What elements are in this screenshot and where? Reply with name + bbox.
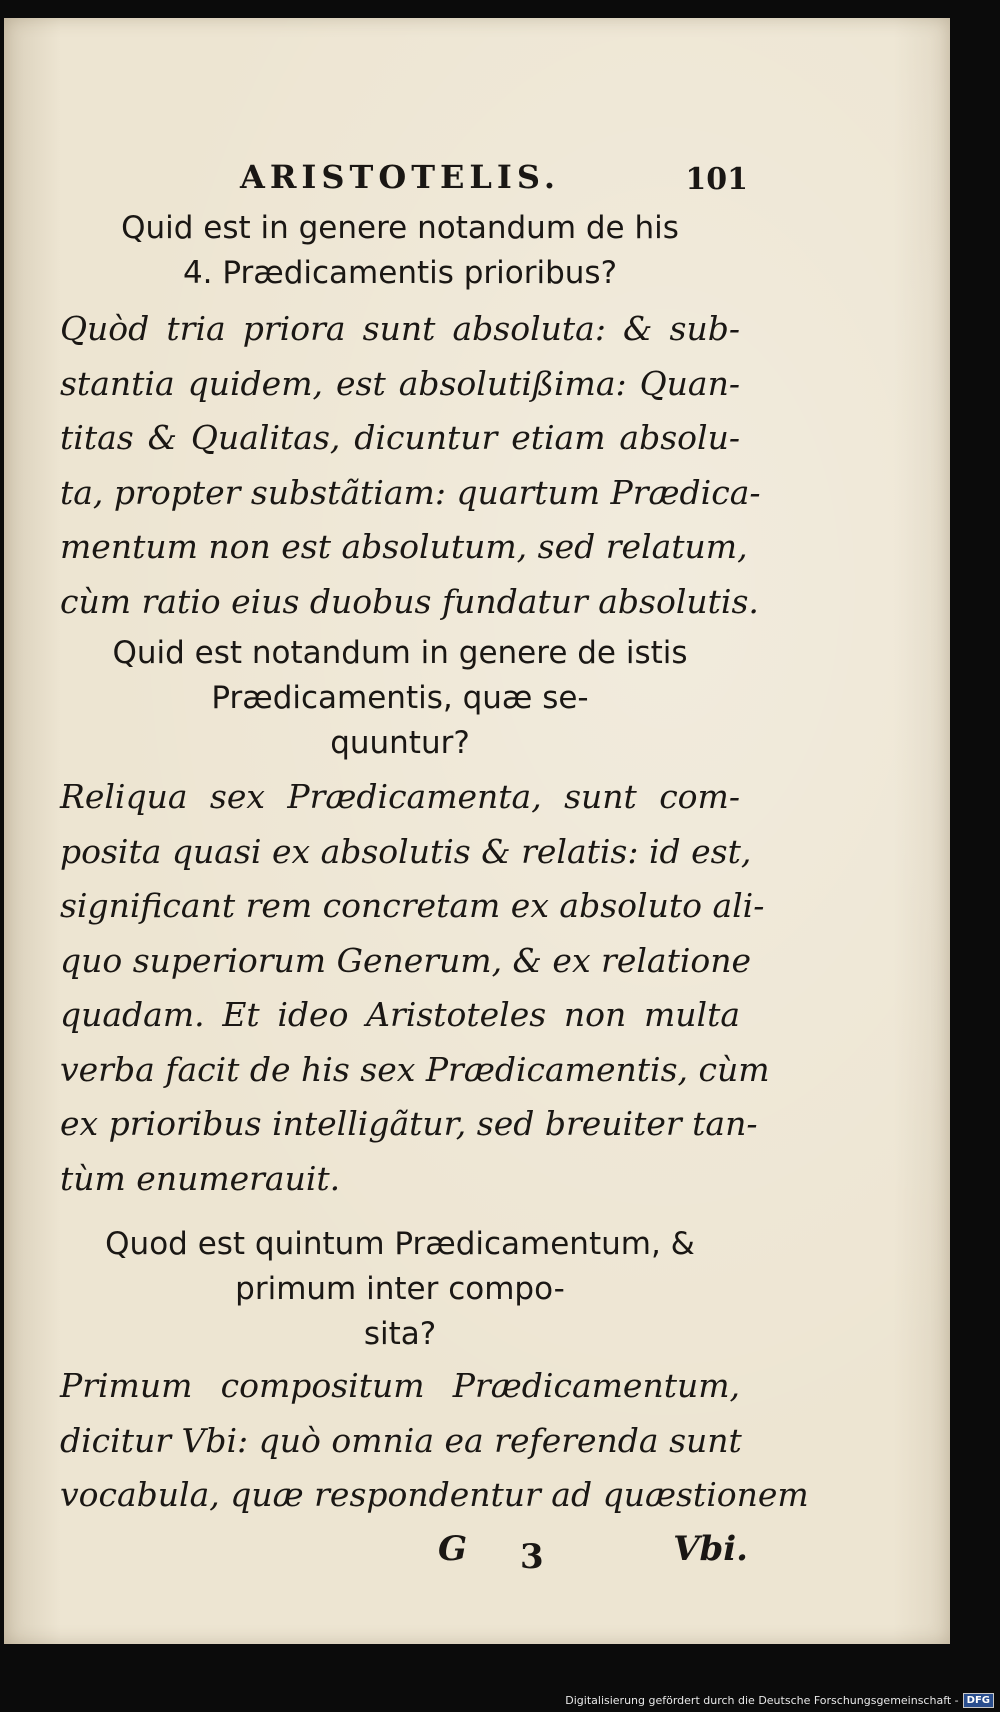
answer-line: vocabula, quæ respondentur ad quæstionem [60, 1475, 809, 1514]
question-3 [60, 1222, 740, 1357]
question-line: Prædicamentis, quæ se- [211, 680, 589, 716]
running-head-title: ARISTOTELIS. [240, 158, 560, 196]
running-head [60, 158, 748, 206]
answer-line: Primum compositum Prædicamentum, [60, 1366, 740, 1405]
question-line: 4. Prædicamentis prioribus? [182, 255, 618, 291]
answer-line: Reliqua sex Prædicamenta, sunt com- [60, 777, 740, 816]
answer-line: tùm enumerauit. [60, 1158, 341, 1198]
answer-3 [60, 1359, 809, 1523]
question-line: Quod est quintum Prædicamentum, & [105, 1226, 695, 1262]
answer-line: mentum non est absolutum, sed relatum, [60, 527, 748, 566]
answer-line: ex prioribus intelligãtur, sed breuiter tan- [60, 1104, 758, 1143]
answer-line: quadam. Et ideo Aristoteles non multa [60, 995, 740, 1034]
signature-line [60, 1523, 748, 1577]
question-2 [60, 631, 740, 766]
dfg-logo: DFG [963, 1693, 994, 1708]
signature-mark: G [438, 1528, 468, 1569]
answer-line: ta, propter substãtiam: quartum Prædica- [60, 472, 761, 512]
signature-number: 3 [520, 1536, 544, 1577]
book-page [4, 18, 950, 1644]
answer-line: titas & Qualitas, dicuntur etiam absolu- [60, 418, 740, 457]
page-number: 101 [685, 162, 748, 197]
answer-line: verba facit de his sex Prædicamentis, cùm [60, 1049, 770, 1089]
question-1 [60, 206, 740, 296]
answer-line: Quòd tria priora sunt absoluta: & sub- [60, 309, 740, 348]
question-line: Quid est in genere notandum de his [121, 210, 679, 246]
answer-line: posita quasi ex absolutis & relatis: id est, [60, 831, 752, 871]
answer-line: significant rem concretam ex absoluto ali- [60, 886, 765, 925]
question-line: primum inter compo- [235, 1271, 565, 1307]
digitization-footer [565, 1693, 994, 1708]
footer-credit: Digitalisierung gefördert durch die Deutsche Forschungsgemeinschaft - [565, 1694, 959, 1707]
answer-line: stantia quidem, est absolutißima: Quan- [60, 363, 740, 403]
question-line: quuntur? [330, 725, 470, 761]
answer-line: quo superiorum Generum, & ex relatione [60, 940, 752, 980]
answer-2 [60, 770, 770, 1206]
answer-1 [60, 302, 761, 629]
answer-line: cùm ratio eius duobus fundatur absolutis. [60, 581, 759, 621]
page-text-area [60, 158, 809, 1577]
answer-line: dicitur Vbi: quò omnia ea referenda sunt [60, 1420, 742, 1460]
catchword: Vbi. [673, 1528, 748, 1569]
question-line: sita? [363, 1316, 437, 1352]
question-line: Quid est notandum in genere de istis [112, 635, 688, 671]
